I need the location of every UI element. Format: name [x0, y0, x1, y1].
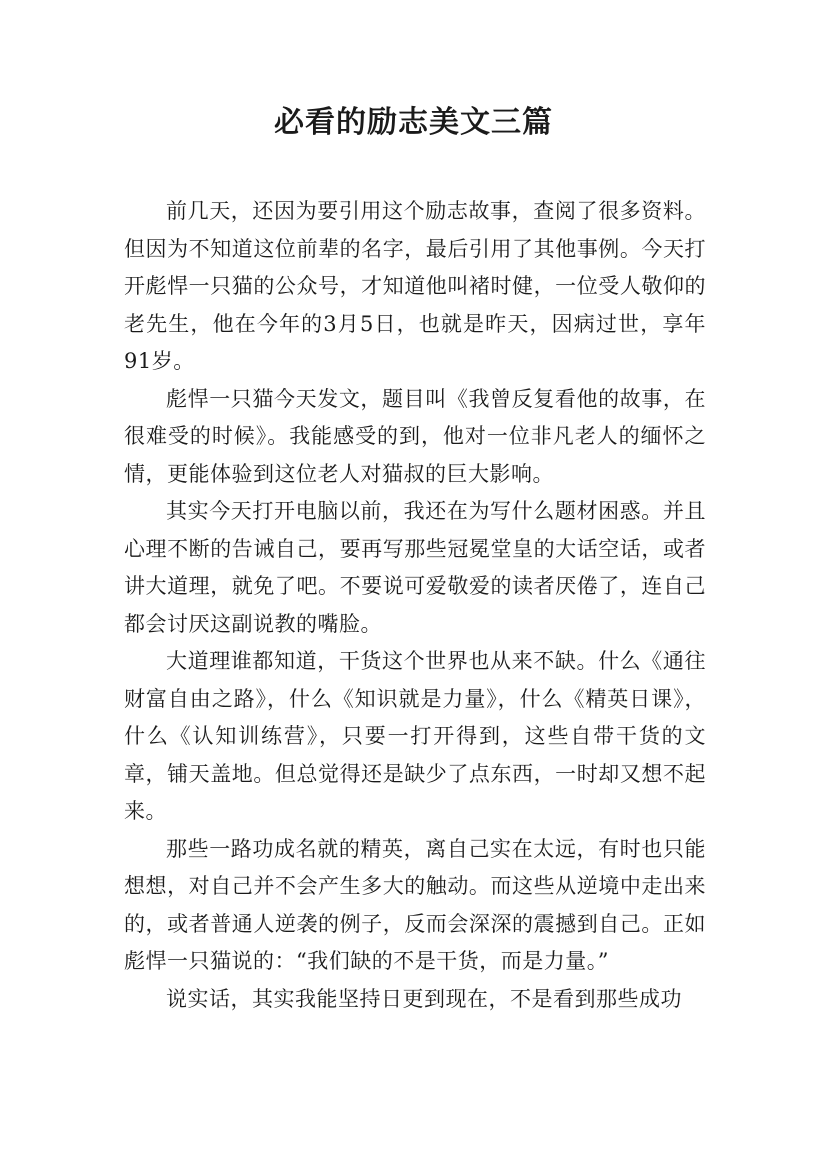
paragraph-4: 大道理谁都知道，干货这个世界也从来不缺。什么《通往财富自由之路》，什么《知识就是力量》，什么《精英日课》，什么《认知训练营》，只要一打开得到，这些自带干货的文章，铺天盖地。但总觉得还是缺少了点东西，一时却又想不起来。	[124, 649, 706, 823]
document-title: 必看的励志美文三篇	[274, 105, 553, 140]
paragraph-3: 其实今天打开电脑以前，我还在为写什么题材困惑。并且心理不断的告诫自己，要再写那些冠冕堂皇的大话空话，或者讲大道理，就免了吧。不要说可爱敬爱的读者厌倦了，连自己都会讨厌这副说教的嘴脸。	[124, 499, 706, 636]
paragraph-6: 说实话，其实我能坚持日更到现在，不是看到那些成功	[166, 986, 682, 1011]
paragraph-5: 那些一路功成名就的精英，离自己实在太远，有时也只能想想，对自己并不会产生多大的触动。而这些从逆境中走出来的，或者普通人逆袭的例子，反而会深深的震撼到自己。正如彪悍一只猫说的：“我们缺的不是干货，而是力量。”	[124, 836, 706, 973]
document-body	[124, 193, 706, 1018]
paragraph-2: 彪悍一只猫今天发文，题目叫《我曾反复看他的故事，在很难受的时候》。我能感受的到，他对一位非凡老人的缅怀之情，更能体验到这位老人对猫叔的巨大影响。	[124, 386, 706, 486]
paragraph-1: 前几天，还因为要引用这个励志故事，查阅了很多资料。但因为不知道这位前辈的名字，最后引用了其他事例。今天打开彪悍一只猫的公众号，才知道他叫褚时健，一位受人敬仰的老先生，他在今年的3月5日，也就是昨天，因病过世，享年91岁。	[124, 199, 706, 373]
